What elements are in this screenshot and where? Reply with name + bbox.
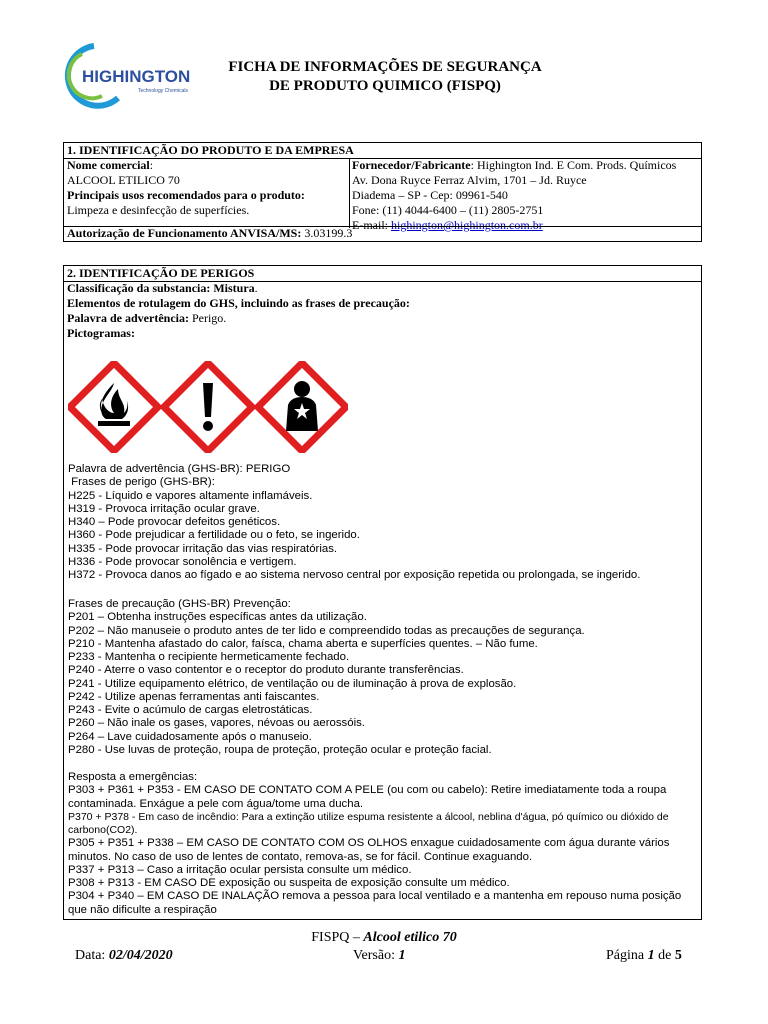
elementos-text: Elementos de rotulagem do GHS, incluindo as frases de precaução: [67, 296, 410, 310]
footer-title [0, 929, 768, 947]
nome-comercial-colon: : [149, 158, 154, 172]
hazard-statement: H319 - Provoca irritação ocular grave. [68, 502, 260, 515]
logo-text: HIGHINGTON [82, 67, 191, 86]
anvisa-label: Autorização de Funcionamento ANVISA/MS: [67, 226, 302, 240]
hazard-statement: H340 – Pode provocar defeitos genéticos. [68, 516, 281, 528]
footer-version [353, 947, 406, 965]
footer-version-value: 1 [398, 948, 406, 963]
hazard-statement: H335 - Pode provocar irritação das vias respiratórias. [68, 542, 338, 555]
document-title-line1: FICHA DE INFORMAÇÕES DE SEGURANÇA [228, 59, 542, 75]
classification-block [67, 281, 410, 341]
palavra-label: Palavra de advertência: [67, 311, 189, 325]
precaution-statement: P260 – Não inale os gases, vapores, névoas ou aerossóis. [68, 717, 365, 730]
email-label: E-mail: [352, 218, 391, 232]
precaution-statement: P240 - Aterre o vaso contentor e o receptor do produto durante transferências. [68, 664, 464, 677]
precaution-statement: P233 - Mantenha o recipiente hermeticamente fechado. [68, 651, 350, 663]
footer-fispq-prefix: FISPQ – [311, 930, 364, 945]
response-statement: P304 + P340 – EM CASO DE INALAÇÃO remova a pessoa para local ventilado e a mantenha em repouso numa posição que não dificulte a respiração [68, 890, 682, 916]
anvisa-value: 3.03199.3 [301, 226, 353, 240]
nome-comercial-label: Nome comercial [67, 158, 150, 172]
product-name: ALCOOL ETILICO 70 [67, 173, 180, 187]
precaution-statement: P264 – Lave cuidadosamente após o manuseio. [68, 730, 312, 743]
hazard-statement: H360 - Pode prejudicar a fertilidade ou o feto, se ingerido. [68, 529, 360, 542]
prevencao-title: Frases de precaução (GHS-BR) Prevenção: [68, 598, 291, 610]
footer-product: Alcool etilico 70 [363, 930, 457, 945]
document-title-line2: DE PRODUTO QUIMICO (FISPQ) [269, 78, 501, 94]
precaution-statement: P280 - Use luvas de proteção, roupa de proteção, proteção ocular e proteção facial. [68, 743, 492, 756]
footer-total-pages: 5 [674, 948, 682, 963]
response-statement: P337 + P313 – Caso a irritação ocular persista consulte um médico. [68, 863, 412, 876]
supplier-phone: Fone: (11) 4044-6400 – (11) 2805-2751 [352, 203, 544, 217]
anvisa-row [64, 226, 701, 241]
section2-heading: 2. IDENTIFICAÇÃO DE PERIGOS [64, 266, 701, 282]
footer-version-label: Versão: [353, 948, 399, 963]
ghs-palavra: Palavra de advertência (GHS-BR): PERIGO [68, 463, 291, 475]
logo-subtext: Technology Chemicals [138, 88, 189, 94]
section-hazards [63, 265, 702, 920]
prevention-block [68, 598, 700, 757]
precaution-statement: P243 - Evite o acúmulo de cargas eletrostáticas. [68, 704, 313, 716]
precaution-statement: P202 – Não manuseie o produto antes de ter lido e compreendido todas as precauções de segurança. [68, 624, 585, 637]
palavra-value: Perigo. [188, 311, 227, 325]
footer-page [606, 947, 682, 965]
footer-date-value: 02/04/2020 [108, 948, 173, 963]
classificacao-text: Classificação da substancia: Mistura [67, 281, 255, 295]
frases-perigo-title: Frases de perigo (GHS-BR): [68, 476, 215, 489]
footer-de-label: de [654, 948, 675, 963]
usos-label: Principais usos recomendados para o produto: [67, 188, 305, 202]
fornecedor-label: Fornecedor/Fabricante [352, 158, 471, 172]
usos-value: Limpeza e desinfecção de superfícies. [67, 203, 250, 217]
resposta-title: Resposta a emergências: [68, 771, 198, 783]
hazard-statement: H225 - Líquido e vapores altamente inflamáveis. [68, 489, 313, 502]
health-hazard-icon [258, 363, 346, 451]
email-link[interactable]: highington@highington.com.br [391, 218, 543, 232]
product-info [67, 158, 347, 218]
precaution-statement: P201 – Obtenha instruções específicas antes da utilização. [68, 611, 367, 624]
hazard-block [68, 463, 700, 582]
precaution-statement: P242 - Utilize apenas ferramentas anti faiscantes. [68, 690, 320, 703]
supplier-city: Diadema – SP - Cep: 09961-540 [352, 188, 508, 202]
footer-page-number: 1 [647, 948, 655, 963]
column-divider [349, 158, 350, 228]
section1-heading: 1. IDENTIFICAÇÃO DO PRODUTO E DA EMPRESA [64, 143, 701, 159]
hazard-statement: H336 - Pode provocar sonolência e vertigem. [68, 555, 297, 568]
precaution-statement: P210 - Mantenha afastado do calor, faísca, chama aberta e superfícies quentes. – Não fume. [68, 637, 538, 650]
supplier-address: Av. Dona Ruyce Ferraz Alvim, 1701 – Jd. Ruyce [352, 173, 587, 187]
response-statement: P370 + P378 - Em caso de incêndio: Para a extinção utilize espuma resistente a álcool, neblina d'água, pó químico ou dióxido de carbono(CO2). [68, 810, 669, 836]
footer-date [75, 947, 173, 965]
response-statement: P303 + P361 + P353 - EM CASO DE CONTATO COM A PELE (ou com ou cabelo): Retire imediatamente toda a roupa contaminada. Enxágue a pele com água/tome uma ducha. [68, 784, 667, 810]
ghs-pictograms [68, 361, 348, 453]
section-identification [63, 142, 702, 242]
response-statement: P308 + P313 - EM CASO DE exposição ou suspeita de exposição consulte um médico. [68, 877, 510, 889]
pictogramas-label: Pictogramas: [67, 326, 135, 340]
exclamation-icon [164, 363, 252, 451]
classificacao-end: . [254, 281, 258, 295]
footer-page-label: Página [606, 948, 648, 963]
response-block [68, 771, 700, 917]
supplier-info [352, 158, 702, 233]
flame-icon [70, 363, 158, 451]
precaution-statement: P241 - Utilize equipamento elétrico, de ventilação ou de iluminação à prova de explosão. [68, 677, 517, 690]
footer-date-label: Data: [75, 948, 109, 963]
hazard-statement: H372 - Provoca danos ao fígado e ao sistema nervoso central por exposição repetida ou prolongada, se ingerido. [68, 569, 641, 581]
response-statement: P305 + P351 + P338 – EM CASO DE CONTATO COM OS OLHOS enxague cuidadosamente com água durante vários minutos. No caso de uso de lentes de contato, remova-as, se for fácil. Continue exaguando. [68, 837, 670, 863]
fornecedor-value: : Highington Ind. E Com. Prods. Químicos [470, 158, 677, 172]
